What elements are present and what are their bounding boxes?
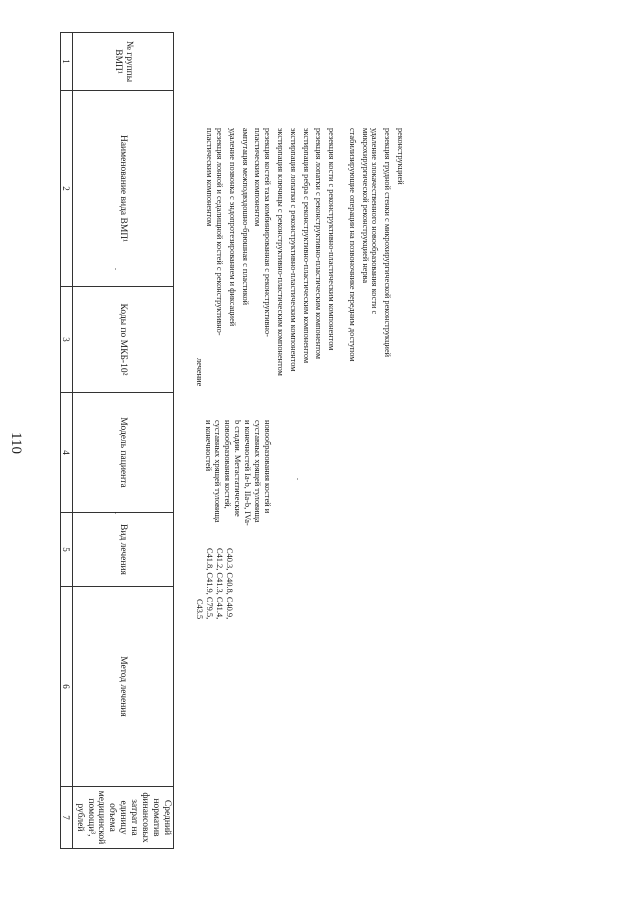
- header-icd-codes: Коды по МКБ-10²: [72, 287, 173, 393]
- header-cost-standard: Средний норматив финансовых затрат на единицу объема медицинской помощи³, рублей: [72, 787, 173, 849]
- stray-dot: .: [295, 478, 304, 480]
- icd-code-line: C41.2, C41.3, C41.4,: [215, 548, 225, 620]
- method-item: экстирпация ребра с реконструктивно-пластическим компонентом: [301, 128, 311, 364]
- method-item: резекция кости с реконструктивно-пластическим компонентом: [327, 128, 337, 351]
- method-item: резекция грудной стенки с микрохирургической реконструкцией: [383, 128, 393, 358]
- method-item: реконструкцией: [396, 128, 405, 185]
- patient-model-line: новообразования костей и: [263, 420, 272, 514]
- patient-model-line: и конечностей Ia-b, IIa-b, IVa-: [243, 420, 253, 526]
- method-item: ампутация межподвздошно-брюшная с пластикой: [240, 128, 250, 306]
- method-item: экстирпация ключицы с реконструктивно-пластическим компонентом: [275, 128, 285, 376]
- header-treatment-method: Метод лечения: [72, 587, 173, 787]
- patient-model-cell: [203, 420, 272, 526]
- stray-dot: .: [113, 268, 122, 270]
- column-number: 7: [60, 787, 72, 849]
- column-number: 3: [60, 287, 72, 393]
- method-item: резекция костей таза комбинированная с реконструктивно-пластическим компонентом: [253, 128, 273, 337]
- patient-model-line: новообразования костей,: [223, 420, 233, 509]
- header-treatment-type: Вид лечения: [72, 513, 173, 587]
- patient-model-line: суставных хрящей туловища: [213, 420, 223, 523]
- treatment-type-text: лечение: [195, 358, 204, 387]
- icd-code-line: C43.5: [195, 598, 205, 620]
- header-patient-model: Модель пациента: [72, 393, 173, 513]
- table-header-row: [72, 33, 173, 849]
- icd-codes-cell: [194, 548, 234, 619]
- patient-model-line: b стадии. Метастатические: [233, 420, 243, 517]
- column-number: 2: [60, 91, 72, 287]
- method-item: удаление позвонка с эндопротезированием и фиксацией: [227, 128, 237, 327]
- column-number: 4: [60, 393, 72, 513]
- table-header-block: [61, 32, 174, 848]
- header-group-number: № группы ВМП¹: [72, 33, 173, 91]
- vmp-table: [60, 32, 174, 849]
- column-number: 5: [60, 513, 72, 587]
- column-number: 6: [60, 587, 72, 787]
- method-item: экстирпация лопатки с реконструктивно-пластическим компонентом: [288, 128, 298, 372]
- treatment-methods-cell: [202, 128, 406, 378]
- patient-model-line: суставных хрящей туловища: [253, 420, 263, 523]
- method-item: резекция лопатки с реконструктивно-пластическим компонентом: [314, 128, 324, 360]
- column-number: 1: [60, 33, 72, 91]
- header-vmp-name: Наименование вида ВМП¹: [72, 91, 173, 287]
- page-number: 110: [8, 432, 24, 454]
- icd-code-line: C40.3, C40.8, C40.9,: [225, 548, 234, 620]
- method-item: резекция лонной и седалищной костей с реконструктивно-пластическим компонентом: [205, 128, 225, 336]
- column-number-row: [60, 33, 72, 849]
- spacer: [336, 128, 344, 378]
- stray-dot: .: [113, 512, 122, 514]
- patient-model-line: и конечностей: [203, 420, 213, 472]
- method-item: удаление злокачественного новообразования кости с микрохирургической реконструкцией нерва: [360, 128, 380, 315]
- method-item: стабилизирующие операции на позвоночнике передним доступом: [347, 128, 357, 362]
- icd-code-line: C41.8, C41.9, C79.5,: [205, 548, 215, 620]
